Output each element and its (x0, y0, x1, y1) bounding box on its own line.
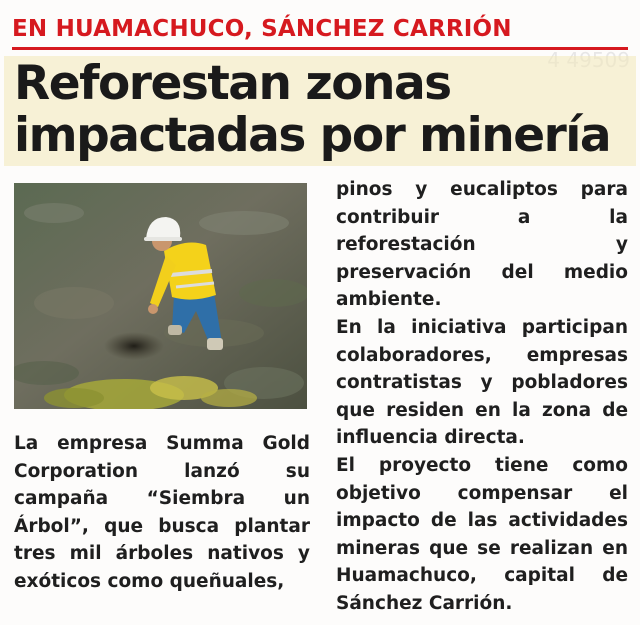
reforestation-worker-photo (14, 183, 307, 409)
headline-line-2: impactadas por minería (14, 108, 611, 163)
article-body-right-column (336, 176, 628, 618)
headline (14, 58, 634, 162)
body-paragraph: En la iniciativa participan colaboradores, empresas contratistas y pobladores que residen en la zona de influencia directa. (336, 316, 628, 449)
body-paragraph: La empresa Summa Gold Corporation lanzó su campaña “Siembra un Árbol”, que busca plantar tres mil árboles nativos y exóticos como queñuales, (14, 433, 310, 592)
body-paragraph: pinos y eucaliptos para contribuir a la reforestación y preservación del medio ambiente. (336, 179, 628, 311)
article-body-left-column (14, 430, 310, 596)
headline-line-1: Reforestan zonas (14, 56, 451, 111)
kicker-divider (12, 47, 628, 50)
body-paragraph: El proyecto tiene como objetivo compensar el impacto de las actividades mineras que se realizan en Huamachuco, capital de Sánchez Carrión. (336, 454, 628, 614)
section-kicker: EN HUAMACHUCO, SÁNCHEZ CARRIÓN (12, 16, 512, 42)
